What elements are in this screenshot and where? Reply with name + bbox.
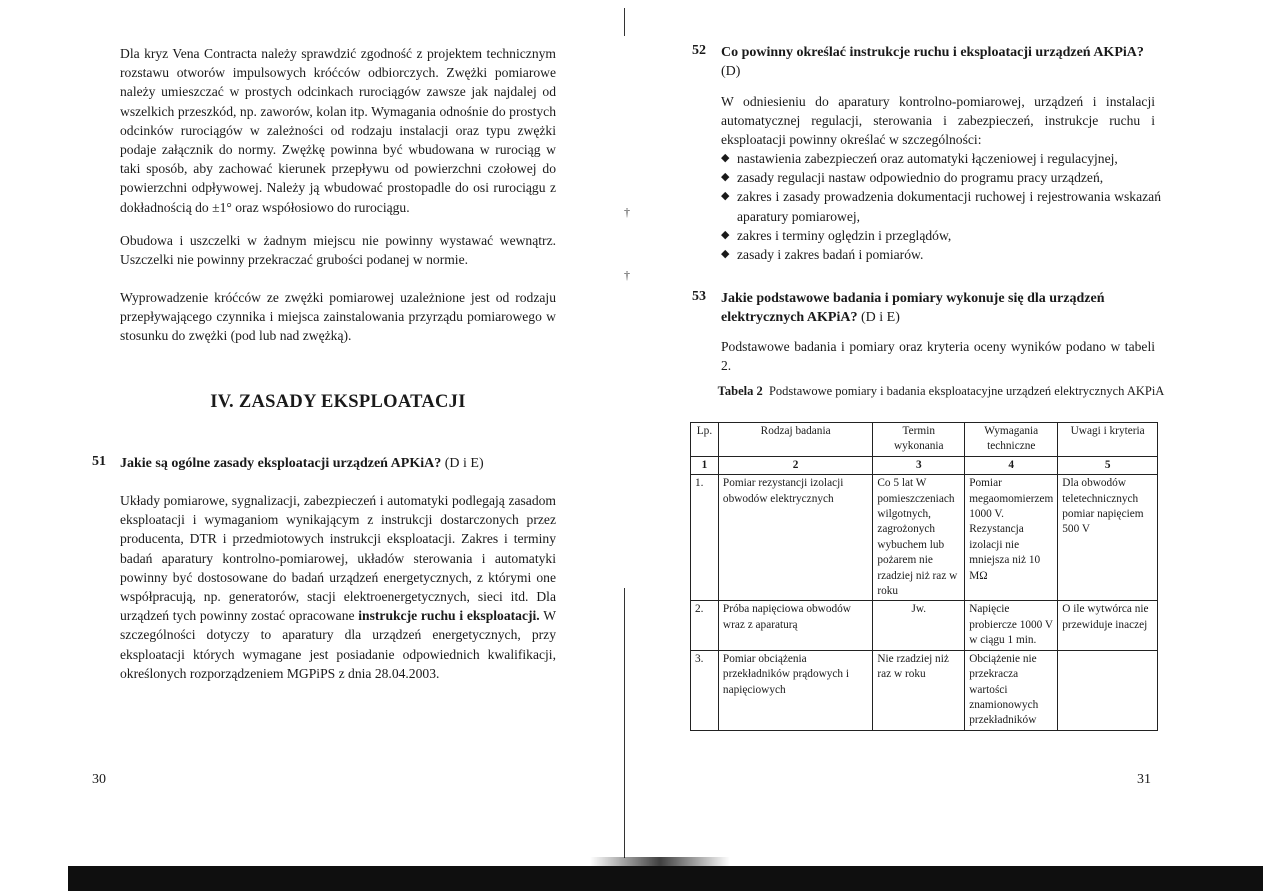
cell-requirements: Pomiar megaomomierzem 1000 V. Rezystancja izolacji nie mniejsza niż 10 MΩ (965, 475, 1058, 601)
answer-text-end: W szczególności dotyczy to aparatury dla urządzeń energetycznych, przy eksploatacji których wymagane jest posiadanie odpowiednich kwalifikacji, określonych rozporządzeniem MGPiPS z dnia 28.04.2003. (120, 608, 557, 681)
cell-term: Jw. (873, 601, 965, 650)
header-term: Termin wykonania (873, 423, 965, 457)
left-page (0, 0, 625, 891)
diamond-bullet-icon: ◆ (721, 190, 730, 203)
page-number-left: 30 (92, 772, 106, 787)
column-number: 4 (965, 456, 1058, 474)
cell-lp: 1. (691, 475, 719, 601)
table-row (691, 475, 1158, 601)
bullet-item: ◆ zakres i zasady prowadzenia dokumentacji ruchowej i rejestrowania wskazań aparatury pomiarowej, (721, 189, 1161, 224)
intro-paragraph-3: Wyprowadzenie króćców ze zwężki pomiarowej uzależnione jest od rodzaju przepływającego czynnika i miejsca zainstalowania przyrządu pomiarowego w stosunku do zwężki (pod lub nad zwężką). (120, 290, 556, 344)
table-caption-text: Podstawowe pomiary i badania eksploatacyjne urządzeń elektrycznych AKPiA (768, 384, 1165, 398)
gutter-tick-mark: † (624, 268, 630, 282)
question-tag: (D i E) (444, 456, 484, 471)
cell-term: Nie rzadziej niż raz w roku (873, 650, 965, 730)
column-number: 3 (873, 456, 965, 474)
q53-title: Jakie podstawowe badania i pomiary wykonuje się dla urządzeń elektrycznych AKPiA? (721, 291, 1105, 325)
q52-bullet-list (721, 149, 1161, 264)
question-text (120, 454, 556, 473)
cell-notes (1058, 650, 1158, 730)
header-requirements: Wymagania techniczne (965, 423, 1058, 457)
question-number: 51 (92, 454, 106, 469)
chapter-title: IV. ZASADY EKSPLOATACJI (210, 392, 466, 412)
header-lp: Lp. (691, 423, 719, 457)
cell-term: Co 5 lat W pomieszczeniach wilgotnych, zagrożonych wybuchem lub pożarem nie rzadziej niż raz w roku (873, 475, 965, 601)
table-header-row (691, 423, 1158, 457)
cell-notes: O ile wytwórca nie przewiduje inaczej (1058, 601, 1158, 650)
scan-edge-bar (68, 866, 1263, 891)
answer-paragraph (120, 491, 556, 683)
question-title: Jakie są ogólne zasady eksploatacji urządzeń APKiA? (120, 456, 442, 471)
header-type: Rodzaj badania (718, 423, 872, 457)
cell-notes: Dla obwodów teletechnicznych pomiar napięciem 500 V (1058, 475, 1158, 601)
intro-paragraph-2: Obudowa i uszczelki w żadnym miejscu nie powinny wystawać wewnątrz. Uszczelki nie powinny przekraczać grubości podanej w normie. (120, 233, 556, 268)
measurements-table (690, 422, 1158, 731)
cell-type: Próba napięciowa obwodów wraz z aparaturą (718, 601, 872, 650)
book-gutter (624, 8, 626, 858)
gutter-tick-mark: † (624, 205, 630, 219)
cell-requirements: Obciążenie nie przekracza wartości znamionowych przekładników (965, 650, 1058, 730)
intro-paragraph-1: Dla kryz Vena Contracta należy sprawdzić zgodność z projektem technicznym rozstawu otworów impulsowych króćców odbiorczych. Zwężki pomiarowe należy umieszczać w prostych odcinkach rurociągów zawsze jak najdalej od wszelkich przeszkód, np. zaworów, kolan itp. Wymagania odnośnie do prostych odcinków rurociągów w zależności od rodzaju instalacji oraz typu zwężki podaje załącznik do normy. Zwężkę powinna być wbudowana w rurociąg w taki sposób, aby zachować kierunek przepływu od powierzchni czołowej do powierzchni odpływowej. Należy ją wbudować prostopadle do osi rurociągu z dokładnością do ±1° oraz współosiowo do rurociągu. (120, 46, 556, 215)
diamond-bullet-icon: ◆ (721, 228, 730, 241)
bullet-item: ◆ nastawienia zabezpieczeń oraz automatyki łączeniowej i regulacyjnej, (721, 149, 1161, 168)
column-number: 1 (691, 456, 719, 474)
q52-question (721, 43, 1155, 81)
q52-number: 52 (692, 43, 706, 58)
answer-emphasis: instrukcje ruchu i eksploatacji. (358, 608, 540, 624)
diamond-bullet-icon: ◆ (721, 171, 730, 184)
q53-question (721, 289, 1155, 327)
bullet-item: ◆ zakres i terminy oględzin i przeglądów, (721, 226, 1161, 245)
q52-tag: (D) (721, 64, 741, 79)
header-notes: Uwagi i kryteria (1058, 423, 1158, 457)
column-number: 5 (1058, 456, 1158, 474)
table-caption (691, 383, 1191, 399)
diamond-bullet-icon: ◆ (721, 152, 730, 164)
table-caption-label: Tabela 2 (717, 384, 763, 398)
q53-number: 53 (692, 289, 706, 304)
q53-tag: (D i E) (860, 310, 900, 325)
cell-lp: 3. (691, 650, 719, 730)
table-row (691, 601, 1158, 650)
cell-lp: 2. (691, 601, 719, 650)
cell-type: Pomiar obciążenia przekładników prądowych i napięciowych (718, 650, 872, 730)
column-number: 2 (718, 456, 872, 474)
column-number-row (691, 456, 1158, 474)
cell-requirements: Napięcie probiercze 1000 V w ciągu 1 min. (965, 601, 1058, 650)
table-row (691, 650, 1158, 730)
q52-title: Co powinny określać instrukcje ruchu i eksploatacji urządzeń AKPiA? (721, 45, 1144, 60)
bullet-item: ◆ zasady regulacji nastaw odpowiednio do programu pracy urządzeń, (721, 168, 1161, 187)
bullet-item: ◆ zasady i zakres badań i pomiarów. (721, 245, 1161, 264)
q53-intro: Podstawowe badania i pomiary oraz kryteria oceny wyników podano w tabeli 2. (721, 339, 1155, 374)
answer-text-start: Układy pomiarowe, sygnalizacji, zabezpieczeń i automatyki podlegają zasadom eksploatacji i wymaganiom wynikającym z instrukcji dostarczonych przez producenta, DTR i przedmiotowych instrukcji eksploatacji. Zakres i terminy badań aparatury kontrolno-pomiarowej, układów sterowania i automatyki powinny być dostosowane do badań urządzeń energetycznych, z którymi one współpracują, np. generatorów, stacji elektroenergetycznych, sieci itd. Dla urządzeń tych powinny zostać opracowane (120, 493, 556, 624)
q52-intro: W odniesieniu do aparatury kontrolno-pomiarowej, urządzeń i instalacji automatycznej regulacji, sterowania i zabezpieczeń, instrukcje ruchu i eksploatacji powinny określać w szczególności: (721, 94, 1155, 148)
page-number-right: 31 (1137, 772, 1151, 787)
cell-type: Pomiar rezystancji izolacji obwodów elektrycznych (718, 475, 872, 601)
right-page (625, 0, 1263, 891)
diamond-bullet-icon: ◆ (721, 248, 730, 261)
